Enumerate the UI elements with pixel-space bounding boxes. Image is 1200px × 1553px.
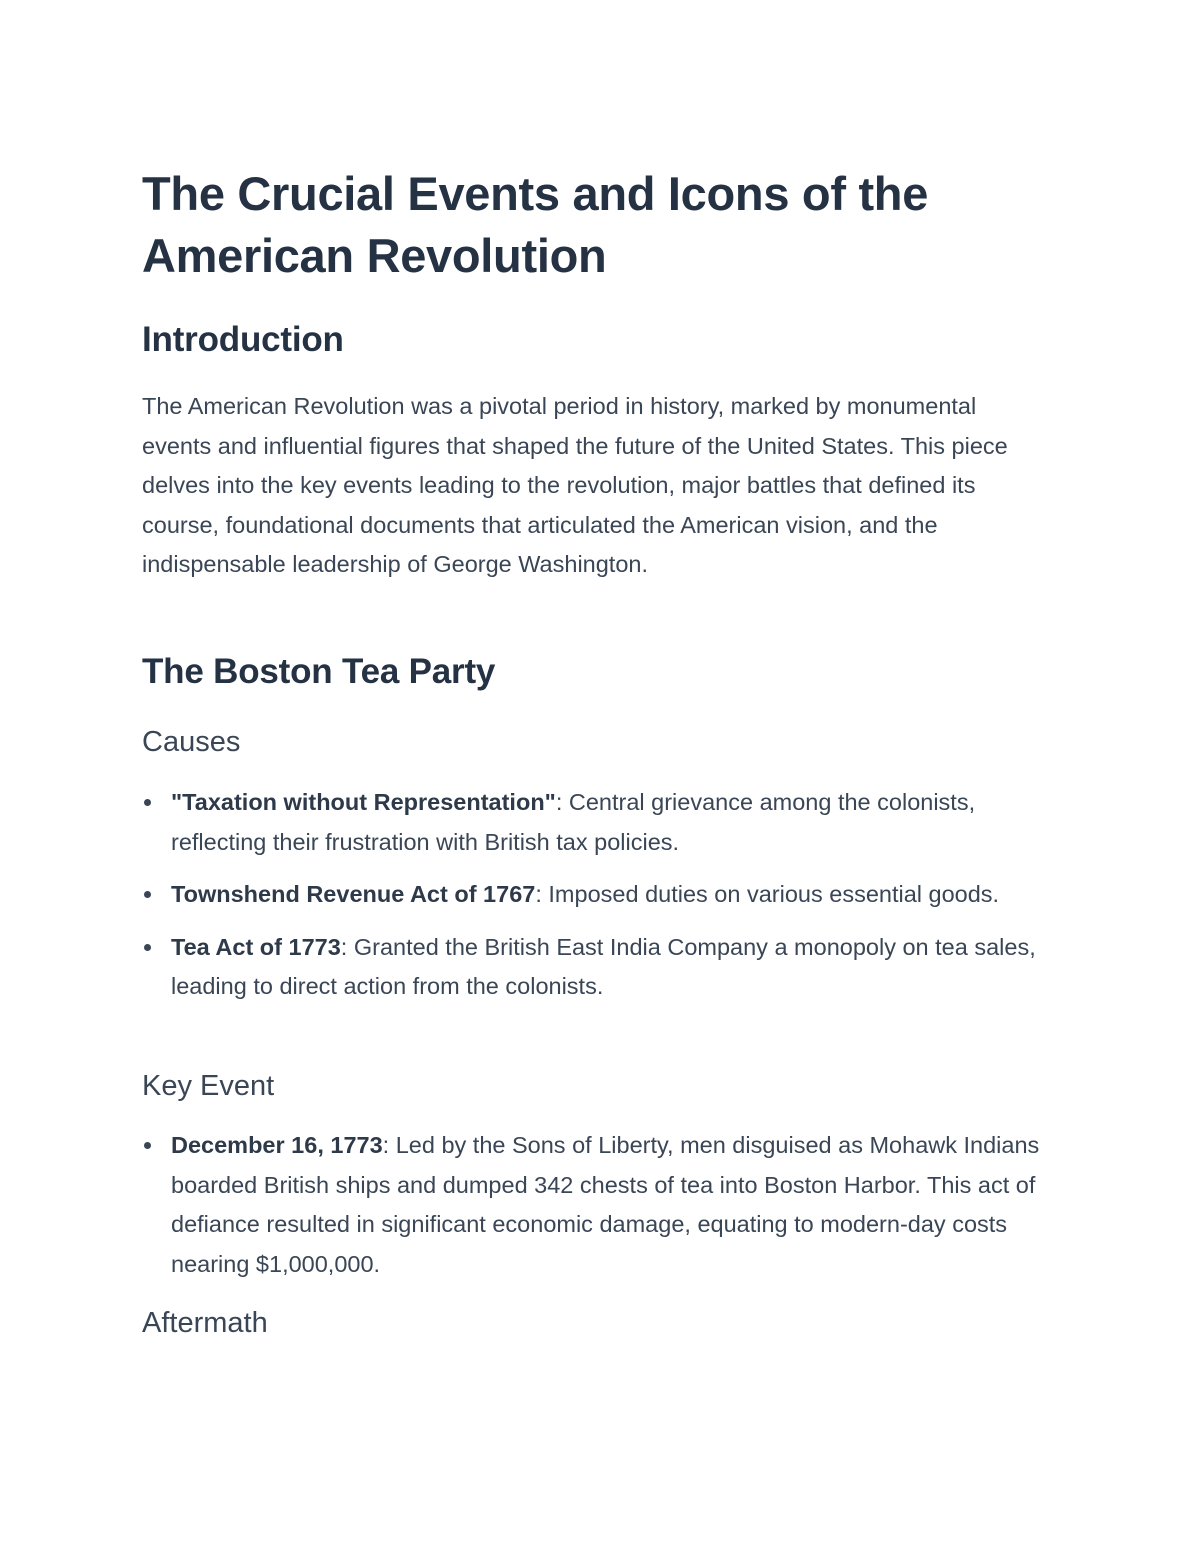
key-event-heading: Key Event xyxy=(142,1070,275,1102)
boston-tea-party-heading: The Boston Tea Party xyxy=(142,652,496,691)
list-item-term: December 16, 1773 xyxy=(171,1132,383,1158)
list-item xyxy=(142,928,1057,1007)
list-item xyxy=(142,783,1057,862)
list-item-text: : Central grievance among the colonists, reflecting their frustration with British tax policies. xyxy=(171,789,976,855)
causes-list xyxy=(142,783,1057,1020)
list-item-text: : Imposed duties on various essential goods. xyxy=(535,881,1000,908)
list-item-text: : Led by the Sons of Liberty, men disguised as Mohawk Indians boarded British ships and dumped 342 chests of tea into Boston Harbor. This act of defiance resulted in significant economic damage, equating to modern-day costs nearing $1,000,000. xyxy=(171,1132,1040,1277)
introduction-paragraph: The American Revolution was a pivotal period in history, marked by monumental events and influential figures that shaped the future of the United States. This piece delves into the key events leading to the revolution, major battles that defined its course, foundational documents that articulated the American vision, and the indispensable leadership of George Washington. xyxy=(142,393,1008,578)
causes-heading: Causes xyxy=(142,726,241,758)
list-item-term: Townshend Revenue Act of 1767 xyxy=(171,881,536,908)
list-item-text: : Granted the British East India Company a monopoly on tea sales, leading to direct action from the colonists. xyxy=(171,933,1036,1000)
list-item xyxy=(142,1126,1057,1284)
key-event-list xyxy=(142,1126,1057,1297)
aftermath-heading: Aftermath xyxy=(142,1307,268,1339)
list-item-term: Tea Act of 1773 xyxy=(171,933,341,960)
list-item xyxy=(142,875,1057,915)
list-item-term: "Taxation without Representation" xyxy=(171,789,556,815)
document-title: The Crucial Events and Icons of the American Revolution xyxy=(142,167,929,282)
introduction-heading: Introduction xyxy=(142,320,344,359)
